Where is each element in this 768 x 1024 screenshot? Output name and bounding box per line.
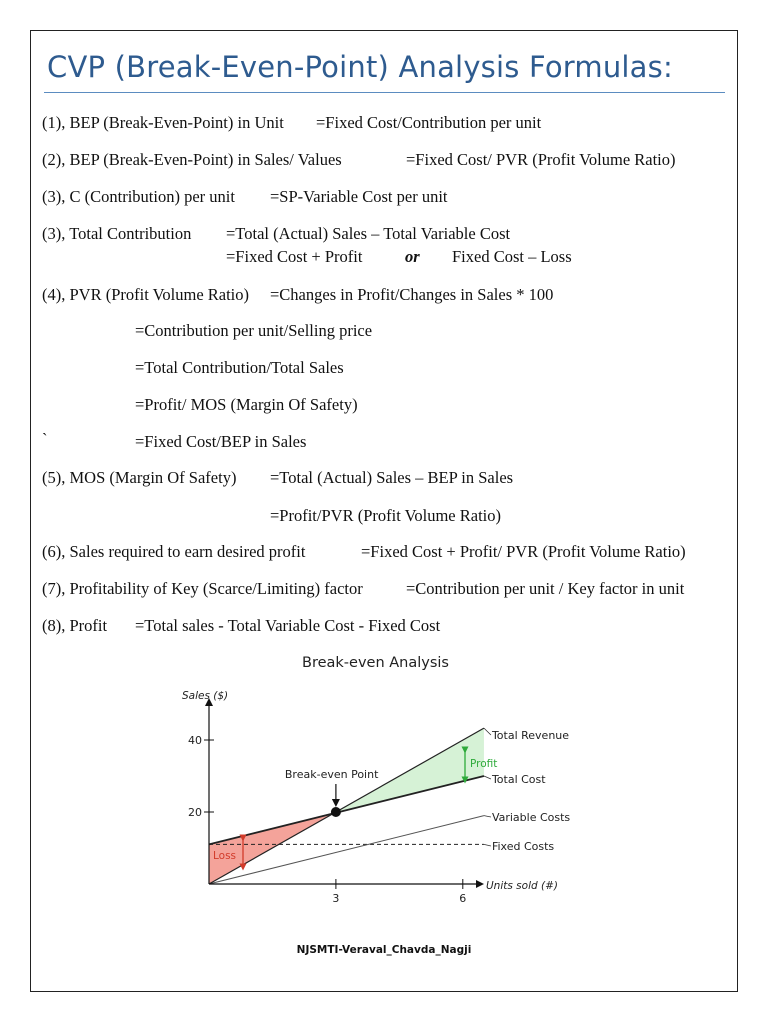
variable-costs-leader bbox=[484, 816, 491, 817]
formula-4-sub-2: =Total Contribution/Total Sales bbox=[135, 358, 344, 377]
total-cost-label: Total Cost bbox=[491, 773, 546, 786]
stray-backtick: ` bbox=[42, 430, 48, 449]
x-tick-label: 6 bbox=[459, 892, 467, 905]
break-even-label: Break-even Point bbox=[284, 768, 379, 781]
y-tick-label: 40 bbox=[188, 734, 202, 747]
total-revenue-line bbox=[209, 728, 484, 884]
formula-1-label: (1), BEP (Break-Even-Point) in Unit bbox=[42, 113, 284, 132]
formula-5-label: (5), MOS (Margin Of Safety) bbox=[42, 468, 237, 487]
formula-5-sub-1: =Profit/PVR (Profit Volume Ratio) bbox=[270, 506, 501, 525]
formula-2-value: =Fixed Cost/ PVR (Profit Volume Ratio) bbox=[406, 150, 676, 169]
formula-3b-label: (3), Total Contribution bbox=[42, 224, 192, 243]
formula-3-label: (3), C (Contribution) per unit bbox=[42, 187, 235, 206]
formula-8-value: =Total sales - Total Variable Cost - Fixed Cost bbox=[135, 616, 441, 635]
total-revenue-label: Total Revenue bbox=[491, 729, 570, 742]
formula-7-value: =Contribution per unit / Key factor in unit bbox=[406, 579, 685, 598]
y-tick-label: 20 bbox=[188, 806, 202, 819]
break-even-point bbox=[331, 807, 341, 817]
formula-4-value: =Changes in Profit/Changes in Sales * 100 bbox=[270, 285, 554, 304]
total-cost-line bbox=[209, 776, 484, 844]
formula-7-label: (7), Profitability of Key (Scarce/Limiting) factor bbox=[42, 579, 363, 598]
x-tick-label: 3 bbox=[332, 892, 340, 905]
formula-4-sub-4: =Fixed Cost/BEP in Sales bbox=[135, 432, 307, 451]
profit-label: Profit bbox=[470, 758, 498, 770]
chart-title: Break-even Analysis bbox=[302, 655, 449, 671]
formula-3b-alt-1: =Fixed Cost + Profit bbox=[226, 247, 363, 266]
x-axis-label: Units sold (#) bbox=[486, 880, 558, 892]
formula-4-sub-3: =Profit/ MOS (Margin Of Safety) bbox=[135, 395, 358, 414]
y-axis-label: Sales ($) bbox=[182, 690, 229, 702]
total-cost-leader bbox=[484, 776, 491, 779]
formula-6-value: =Fixed Cost + Profit/ PVR (Profit Volume Ratio) bbox=[361, 542, 686, 561]
formula-3b-or: or bbox=[405, 247, 420, 266]
loss-label: Loss bbox=[213, 850, 237, 862]
formula-4-sub-1: =Contribution per unit/Selling price bbox=[135, 321, 373, 340]
fixed-costs-label: Fixed Costs bbox=[491, 840, 555, 853]
fixed-costs-leader bbox=[484, 844, 491, 846]
formula-2-label: (2), BEP (Break-Even-Point) in Sales/ Values bbox=[42, 150, 342, 169]
footer-credit: NJSMTI-Veraval_Chavda_Nagji bbox=[296, 944, 472, 956]
formula-3-value: =SP-Variable Cost per unit bbox=[270, 187, 448, 206]
formula-5-value: =Total (Actual) Sales – BEP in Sales bbox=[270, 468, 514, 487]
variable-costs-label: Variable Costs bbox=[491, 811, 571, 824]
formula-4-label: (4), PVR (Profit Volume Ratio) bbox=[42, 285, 250, 304]
formula-1-value: =Fixed Cost/Contribution per unit bbox=[316, 113, 542, 132]
formula-3b-value: =Total (Actual) Sales – Total Variable Cost bbox=[226, 224, 511, 243]
total-revenue-leader bbox=[484, 728, 491, 735]
formula-6-label: (6), Sales required to earn desired profit bbox=[42, 542, 306, 561]
page-title: CVP (Break-Even-Point) Analysis Formulas: bbox=[47, 50, 673, 84]
formula-3b-alt-2: Fixed Cost – Loss bbox=[452, 247, 572, 266]
formula-8-label: (8), Profit bbox=[42, 616, 108, 635]
